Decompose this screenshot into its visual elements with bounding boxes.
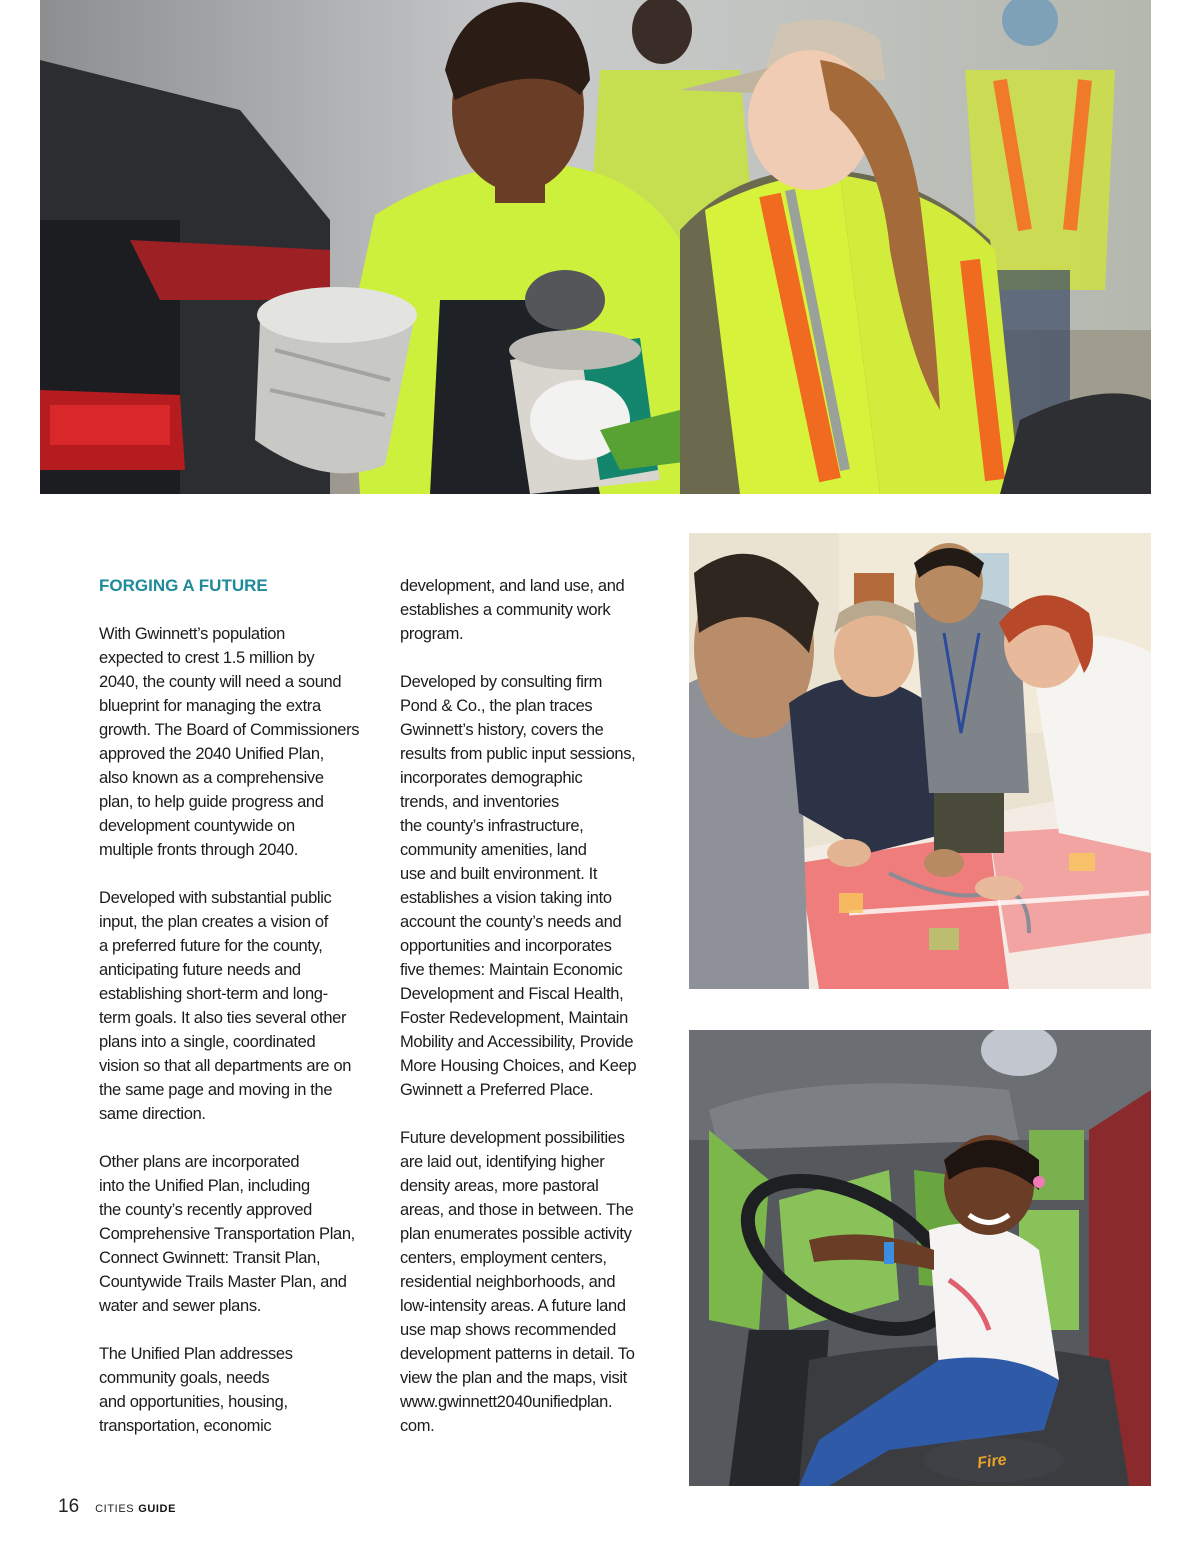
article-column-right <box>400 574 670 1462</box>
article-paragraph: Developed with substantial public input, the plan creates a vision of a preferred future for the county, anticipating future needs and establishing short-term and long- term goals. It also ties several other plans into a single, coordinated vision so that all departments are on the same page and moving in the same direction. <box>99 889 352 1123</box>
article-heading: FORGING A FUTURE <box>99 576 268 595</box>
article-column-left <box>99 574 361 1462</box>
photo-map-planning-session <box>689 533 1151 989</box>
seat-logo-text: Fire <box>976 1451 1008 1473</box>
page-number: 16 <box>58 1496 80 1517</box>
photo-girl-in-fire-truck <box>689 1030 1151 1486</box>
publication-name-guide: GUIDE <box>138 1503 177 1515</box>
hero-photo-paint-recycling <box>40 0 1151 494</box>
publication-name-cities: CITIES <box>95 1503 135 1515</box>
article-paragraph: With Gwinnett’s population expected to crest 1.5 million by 2040, the county will need a sound blueprint for managing the extra growth. The Board of Commissioners approved the 2040 Unified Plan, also known as a comprehensive plan, to help guide progress and development countywide on multiple fronts through 2040. <box>99 625 360 859</box>
page-footer <box>58 1496 176 1518</box>
article-paragraph: Other plans are incorporated into the Unified Plan, including the county’s recently approved Comprehensive Transportation Plan, Connect Gwinnett: Transit Plan, Countywide Trails Master Plan, and water and sewer plans. <box>99 1153 355 1315</box>
article-paragraph: development, and land use, and establishes a community work program. <box>400 577 625 643</box>
article-paragraph: Future development possibilities are laid out, identifying higher density areas, more pastoral areas, and those in between. The plan enumerates possible activity centers, employment centers, residential neighborhoods, and low-intensity areas. A future land use map shows recommended development patterns in detail. To view the plan and the maps, visit www.gwinnett2040unifiedplan. com. <box>400 1129 635 1435</box>
article-paragraph: Developed by consulting firm Pond & Co., the plan traces Gwinnett’s history, covers the results from public input sessions, incorporates demographic trends, and inventories the county’s infrastructure, community amenities, land use and built environment. It establishes a vision taking into account the county’s needs and opportunities and incorporates five themes: Maintain Economic Development and Fiscal Health, Foster Redevelopment, Maintain Mobility and Accessibility, Provide More Housing Choices, and Keep Gwinnett a Preferred Place. <box>400 673 637 1099</box>
article-paragraph: The Unified Plan addresses community goals, needs and opportunities, housing, transportation, economic <box>99 1345 293 1435</box>
